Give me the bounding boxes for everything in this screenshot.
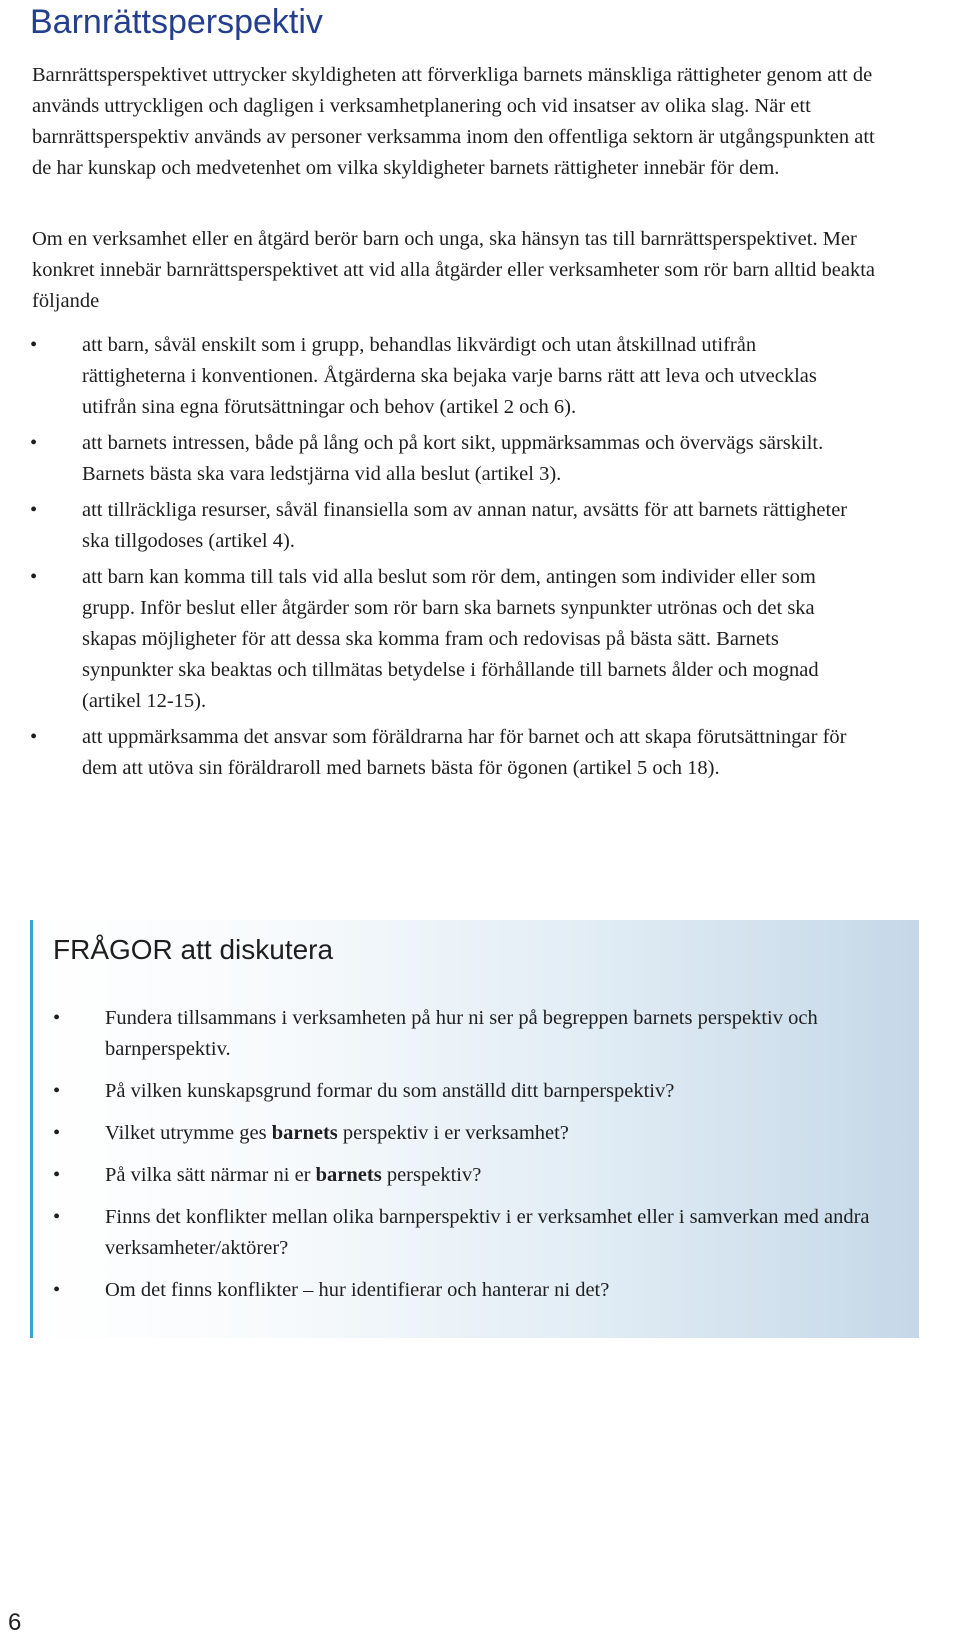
list-item [30, 330, 860, 423]
question-text: Vilket utrymme ges barnets perspektiv i er verksamhet? [105, 1122, 569, 1144]
list-item-text: att barnets intressen, både på lång och på kort sikt, uppmärksammas och övervägs särskilt. Barnets bästa ska vara ledstjärna vid alla beslut (artikel 3). [82, 432, 824, 485]
principles-list [30, 330, 860, 789]
page-number: 6 [8, 1609, 22, 1636]
bullet-icon: • [30, 432, 38, 454]
bullet-icon: • [30, 499, 38, 521]
questions-list [53, 1003, 888, 1317]
question-text: Om det finns konflikter – hur identifierar och hanterar ni det? [105, 1279, 610, 1301]
bullet-icon: • [53, 1122, 61, 1144]
bullet-icon: • [30, 334, 38, 356]
question-text: Finns det konflikter mellan olika barnperspektiv i er verksamhet eller i samverkan med andra verksamheter/aktörer? [105, 1206, 870, 1259]
list-item-text: att tillräckliga resurser, såväl finansiella som av annan natur, avsätts för att barnets rättigheter ska tillgodoses (artikel 4). [82, 499, 848, 552]
question-text: Fundera tillsammans i verksamheten på hur ni ser på begreppen barnets perspektiv och barnperspektiv. [105, 1007, 818, 1060]
question-item [53, 1202, 888, 1264]
intro-paragraph-1: Barnrättsperspektivet uttrycker skyldigheten att förverkliga barnets mänskliga rättigheter genom att de används uttryckligen och dagligen i verksamhetplanering och vid insatser av olika slag. När ett barnrättsperspektiv används av personer verksamma inom den offentliga sektorn är utgångspunkten att de har kunskap och medvetenhet om vilka skyldigheter barnets rättigheter innebär för dem. [32, 64, 875, 179]
questions-title: FRÅGOR att diskutera [53, 934, 334, 965]
question-item [53, 1076, 888, 1107]
bullet-icon: • [53, 1007, 61, 1029]
list-item [30, 722, 860, 784]
bullet-icon: • [30, 566, 38, 588]
question-item [53, 1003, 888, 1065]
bullet-icon: • [53, 1279, 61, 1301]
question-text: På vilken kunskapsgrund formar du som anställd ditt barnperspektiv? [105, 1080, 675, 1102]
list-item [30, 495, 860, 557]
discussion-questions-box [30, 920, 919, 1338]
list-item [30, 428, 860, 490]
question-item [53, 1275, 888, 1306]
list-item [30, 562, 860, 717]
bullet-icon: • [53, 1164, 61, 1186]
bullet-icon: • [53, 1206, 61, 1228]
question-item [53, 1160, 888, 1191]
page-title: Barnrättsperspektiv [30, 3, 323, 41]
list-item-text: att uppmärksamma det ansvar som föräldrarna har för barnet och att skapa förutsättningar för dem att utöva sin föräldraroll med barnets bästa för ögonen (artikel 5 och 18). [82, 726, 847, 779]
bullet-icon: • [30, 726, 38, 748]
question-item [53, 1118, 888, 1149]
bullet-icon: • [53, 1080, 61, 1102]
intro-paragraph-2: Om en verksamhet eller en åtgärd berör barn och unga, ska hänsyn tas till barnrättsperspektivet. Mer konkret innebär barnrättsperspektivet att vid alla åtgärder eller verksamheter som rör barn alltid beakta följande [32, 228, 876, 312]
list-item-text: att barn, såväl enskilt som i grupp, behandlas likvärdigt och utan åtskillnad utifrån rättigheterna i konventionen. Åtgärderna ska bejaka varje barns rätt att leva och utvecklas utifrån sina egna förutsättningar och behov (artikel 2 och 6). [82, 334, 817, 418]
list-item-text: att barn kan komma till tals vid alla beslut som rör dem, antingen som individer eller som grupp. Inför beslut eller åtgärder som rör barn ska barnets synpunkter utrönas och det ska skapas möjligheter för att dessa ska komma fram och redovisas på bästa sätt. Barnets synpunkter ska beaktas och tillmätas betydelse i förhållande till barnets ålder och mognad (artikel 12-15). [82, 566, 819, 712]
question-text: På vilka sätt närmar ni er barnets perspektiv? [105, 1164, 482, 1186]
